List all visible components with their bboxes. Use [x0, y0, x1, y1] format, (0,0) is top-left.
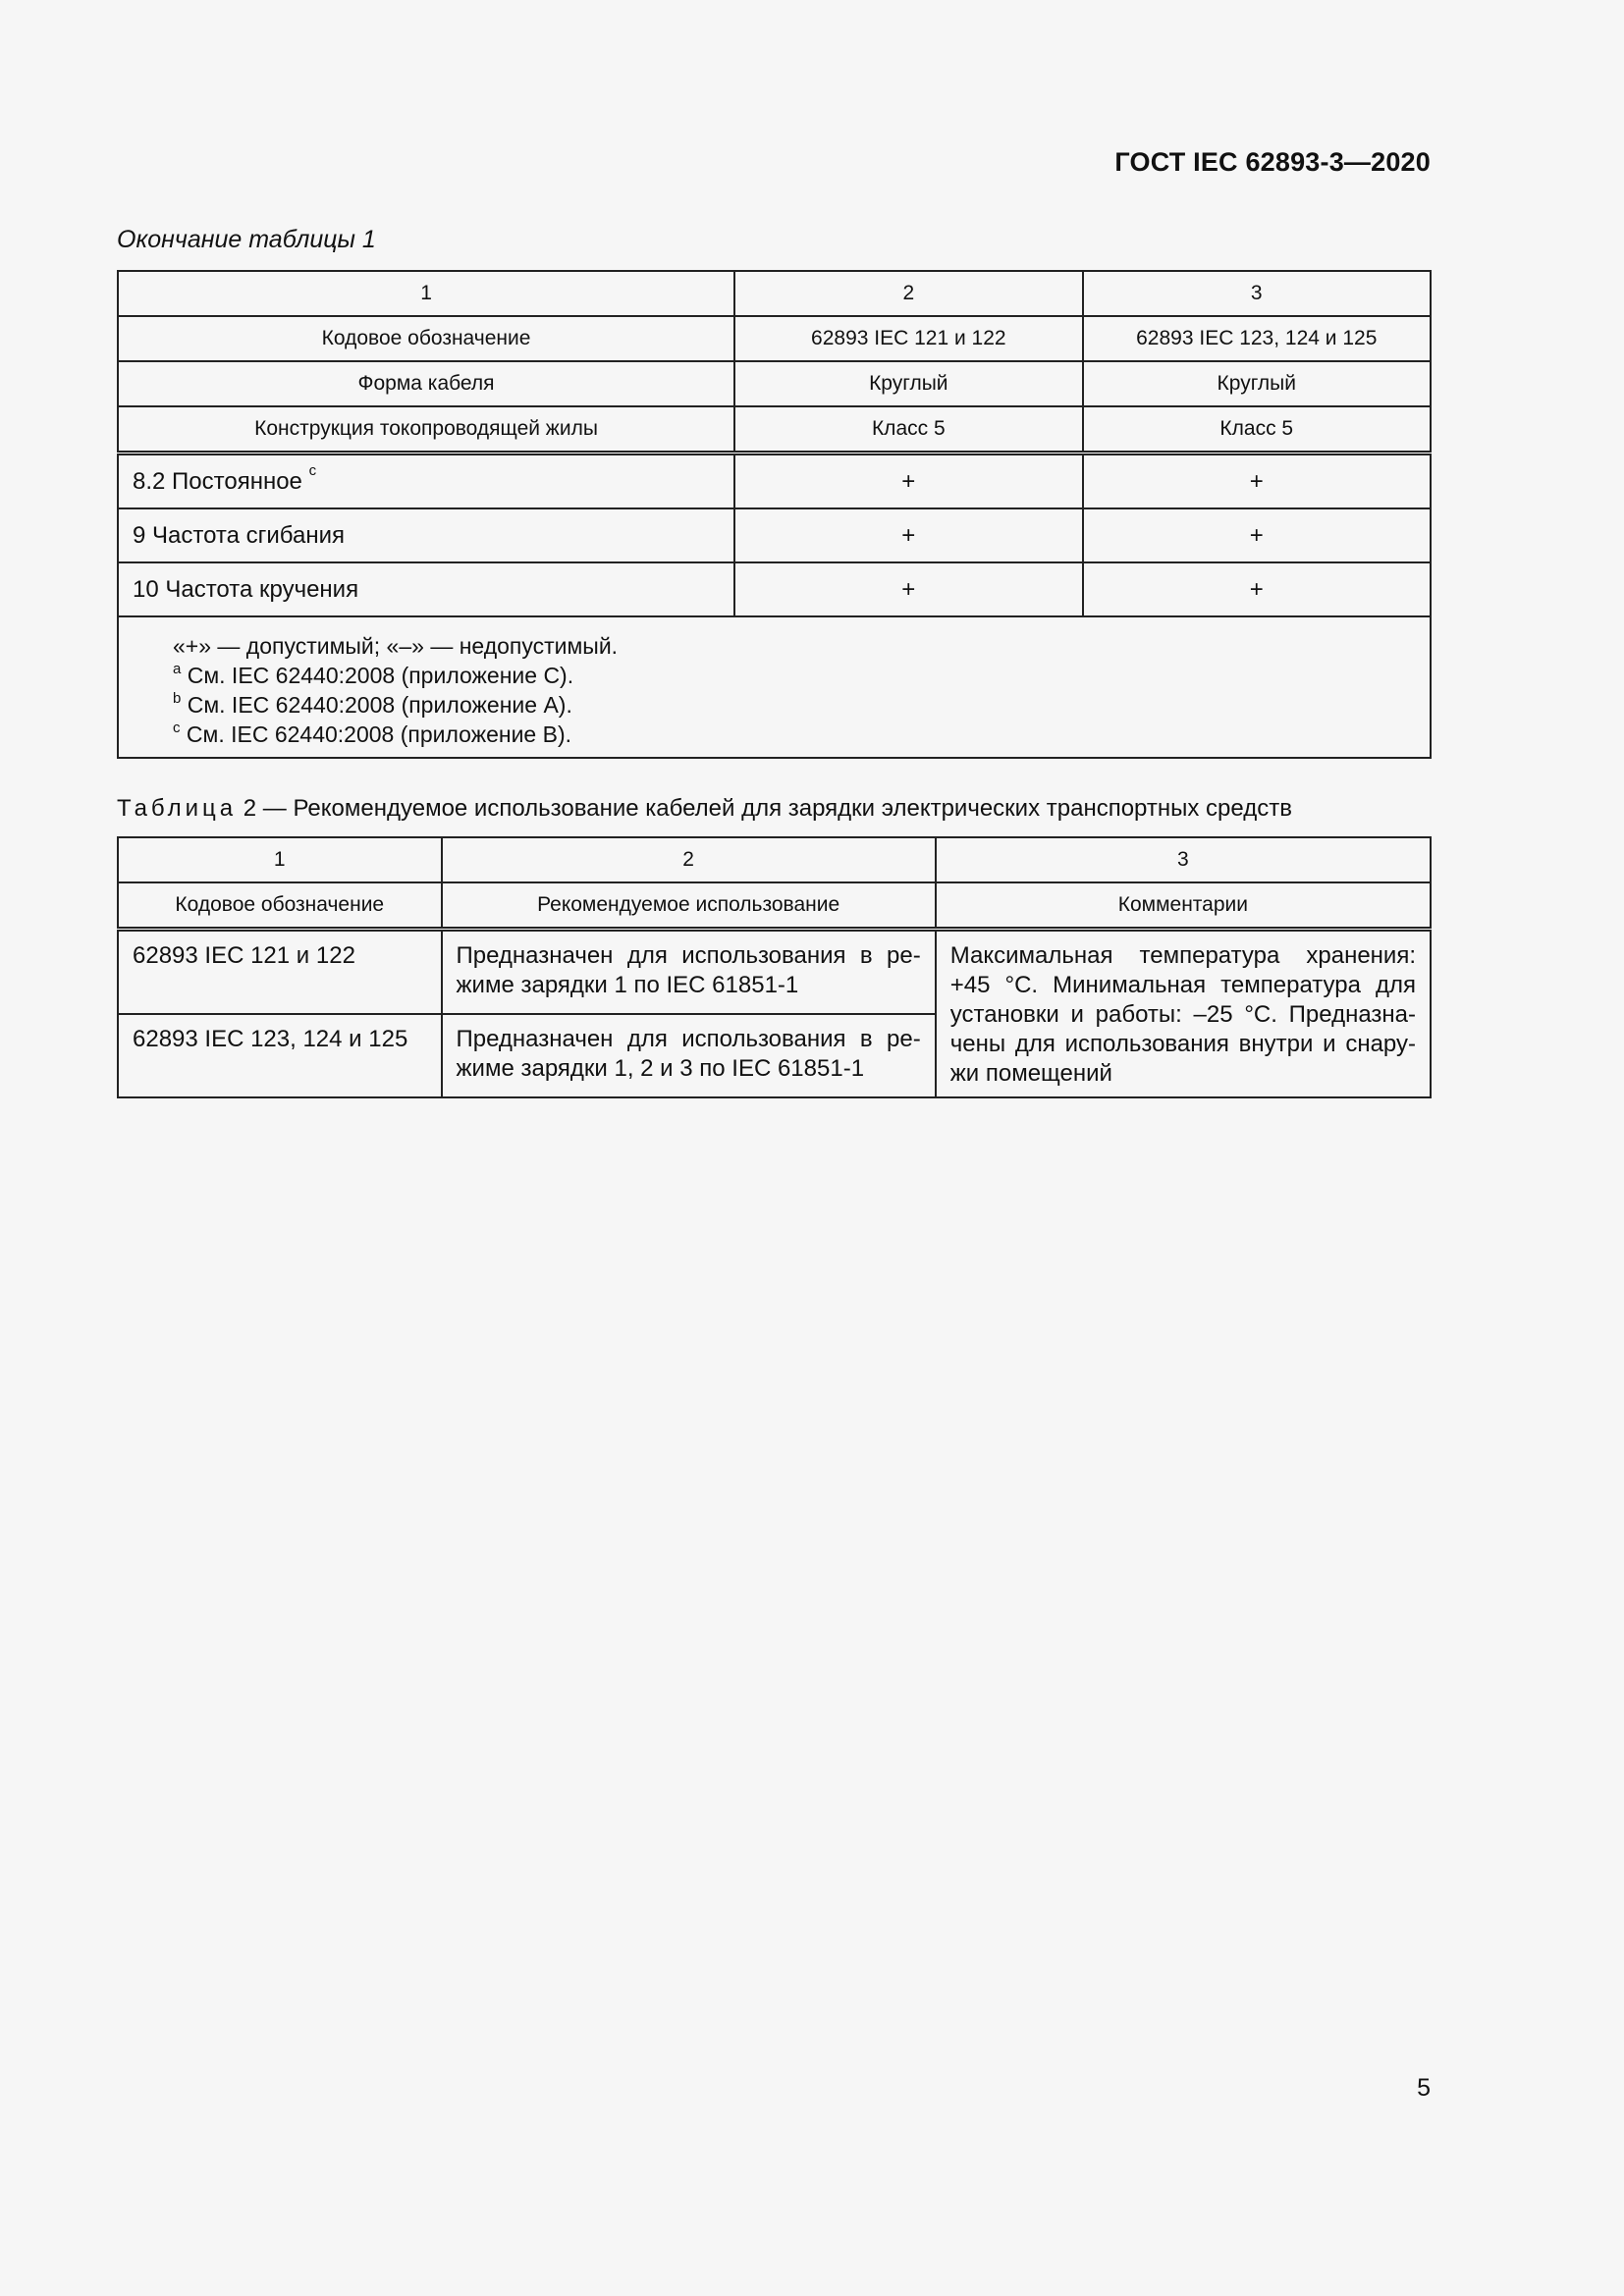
table1-header-cell: Конструкция токопроводящей жилы	[118, 406, 734, 454]
table2-comment: Максимальная температура хранения: +45 °С. Минимальная температура для установки и работы: –25 °С. Предназна-чены для использования внутри и снару-жи помещений	[936, 930, 1431, 1098]
table2-code: 62893 IEC 121 и 122	[118, 930, 442, 1015]
table2-use: Предназначен для использования в ре-жиме зарядки 1, 2 и 3 по IEC 61851-1	[442, 1014, 936, 1097]
table1-header-cell: 62893 IEC 121 и 122	[734, 316, 1082, 361]
table2-header-row	[118, 882, 1431, 930]
table1-value: +	[1083, 508, 1431, 562]
table1-header-cell: Круглый	[734, 361, 1082, 406]
table-row	[118, 930, 1431, 1015]
table1-header-cell: Круглый	[1083, 361, 1431, 406]
table1-header-row	[118, 316, 1431, 361]
table2	[117, 836, 1432, 1098]
table2-col-number: 1	[118, 837, 442, 882]
table1-row-label: 10 Частота кручения	[118, 562, 734, 616]
table1-header-cell: Форма кабеля	[118, 361, 734, 406]
document-code: ГОСТ IEC 62893-3—2020	[1114, 147, 1431, 177]
note-legend: «+» — допустимый; «–» — недопустимый.	[173, 633, 619, 659]
footnote-a	[173, 661, 1430, 690]
table2-caption-text: 2 — Рекомендуемое использование кабелей для зарядки электрических транспортных средств	[237, 795, 1292, 822]
table2-code: 62893 IEC 123, 124 и 125	[118, 1014, 442, 1097]
footnote-text: См. IEC 62440:2008 (приложение С).	[181, 663, 574, 688]
footnote-marker: b	[173, 690, 182, 707]
table2-use: Предназначен для использования в ре-жиме зарядки 1 по IEC 61851-1	[442, 930, 936, 1015]
table2-header-cell: Рекомендуемое использование	[442, 882, 936, 930]
table2-header-cell: Кодовое обозначение	[118, 882, 442, 930]
row-label-text: 8.2 Постоянное	[133, 467, 302, 495]
table2-header-cell: Комментарии	[936, 882, 1431, 930]
table1-col-number: 3	[1083, 271, 1431, 316]
table1-value: +	[734, 562, 1082, 616]
table1-header-cell: Класс 5	[734, 406, 1082, 454]
table-row	[118, 508, 1431, 562]
table1-header-row	[118, 406, 1431, 454]
footnote-text: См. IEC 62440:2008 (приложение B).	[180, 721, 571, 747]
table1-column-numbers	[118, 271, 1431, 316]
table1-caption: Окончание таблицы 1	[117, 226, 376, 253]
table-row	[118, 454, 1431, 509]
table1-header-cell: Класс 5	[1083, 406, 1431, 454]
table1-value: +	[1083, 562, 1431, 616]
table1-header-row	[118, 361, 1431, 406]
table1-value: +	[734, 454, 1082, 509]
table1-value: +	[734, 508, 1082, 562]
table2-caption	[117, 795, 1292, 823]
footnote-b	[173, 690, 1430, 720]
table2-column-numbers	[118, 837, 1431, 882]
page-number: 5	[1417, 2074, 1431, 2102]
footnote-marker: c	[173, 720, 181, 736]
table1-notes	[118, 616, 1431, 758]
table1-row-label: 9 Частота сгибания	[118, 508, 734, 562]
table1-notes-row	[118, 616, 1431, 758]
table2-caption-word: Таблица	[117, 795, 238, 822]
table2-col-number: 2	[442, 837, 936, 882]
table1	[117, 270, 1432, 759]
table1-col-number: 2	[734, 271, 1082, 316]
table1-value: +	[1083, 454, 1431, 509]
table1-header-cell: Кодовое обозначение	[118, 316, 734, 361]
footnote-marker: a	[173, 661, 182, 677]
footnote-text: См. IEC 62440:2008 (приложение А).	[181, 692, 572, 718]
table1-col-number: 1	[118, 271, 734, 316]
footnote-c	[173, 720, 1430, 749]
table2-col-number: 3	[936, 837, 1431, 882]
table-row	[118, 562, 1431, 616]
table1-row-label	[118, 454, 734, 509]
table1-header-cell: 62893 IEC 123, 124 и 125	[1083, 316, 1431, 361]
footnote-marker: c	[308, 461, 317, 479]
